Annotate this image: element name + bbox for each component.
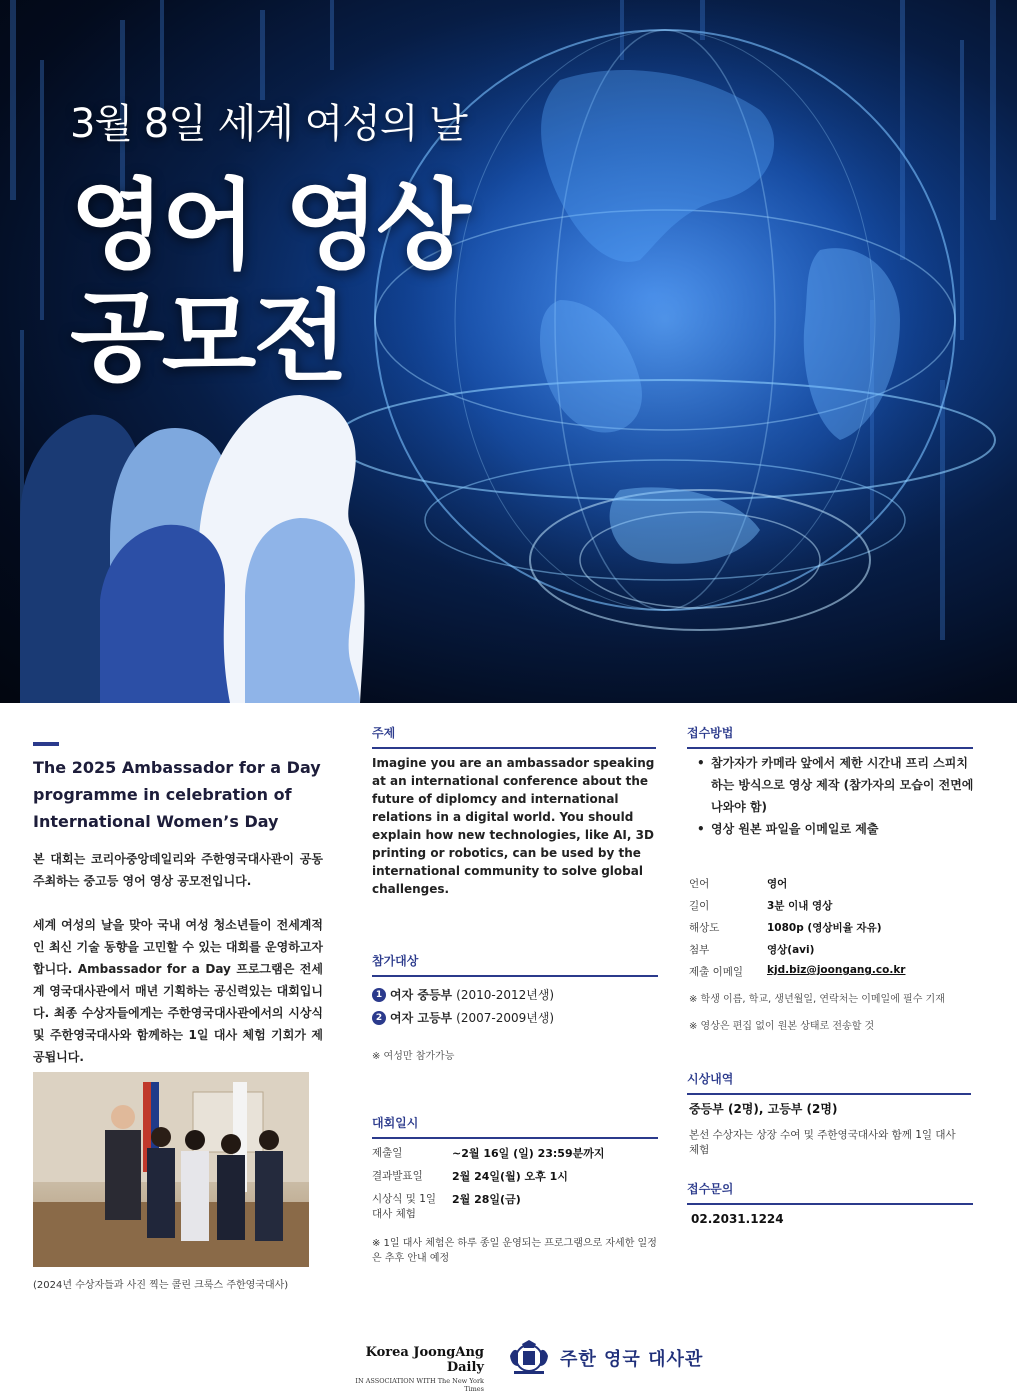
spec-key: 해상도 (689, 922, 720, 934)
award-photo (33, 1072, 309, 1267)
spec-value: 영어 (767, 878, 788, 890)
schedule-key: 결과발표일 (372, 1170, 423, 1182)
kjd-logo-sub: IN ASSOCIATION WITH The New York Times (355, 1377, 484, 1393)
prize-main: 중등부 (2명), 고등부 (2명) (689, 1102, 838, 1116)
spec-note: ※ 영상은 편집 없이 원본 상태로 전송할 것 (689, 1021, 875, 1032)
intro-paragraph-2: 세계 여성의 날을 맞아 국내 여성 청소년들이 전세계적인 최신 기술 동향을 고민할 수 있는 대회를 운영하고자 합니다. Ambassador for a Day 프로그램은 전세계 영국대사관에서 매년 기획하는 공신력있는 대회입니다. 최종 수상자들에게는 주한영국대사관에서의 시상식 및 주한영국대사와 함께하는 1일 대사 체험 기회가 제공됩니다. (33, 918, 323, 1064)
participants-heading: 참가대상 (372, 952, 658, 977)
accent-bar (33, 742, 59, 746)
schedule-value: ~2월 16일 (일) 23:59분까지 (452, 1147, 605, 1160)
contact-heading: 접수문의 (687, 1180, 973, 1205)
schedule-heading: 대회일시 (372, 1114, 658, 1139)
prize-heading: 시상내역 (687, 1070, 971, 1095)
method-heading: 접수방법 (687, 724, 973, 749)
intro-paragraph-1: 본 대회는 코리아중앙데일리와 주한영국대사관이 공동 주최하는 중고등 영어 영상 공모전입니다. (33, 852, 323, 888)
email-link[interactable]: kjd.biz@joongang.co.kr (767, 964, 906, 976)
spec-value: 영상(avi) (767, 944, 815, 956)
participant-years: (2010-2012년생) (456, 988, 555, 1002)
schedule-key: 제출일 (372, 1147, 403, 1159)
prize-description: 본선 수상자는 상장 수여 및 주한영국대사와 함께 1일 대사 체험 (689, 1129, 956, 1156)
royal-crest-icon (506, 1338, 552, 1376)
schedule-value: 2월 24일(월) 오후 1시 (452, 1170, 568, 1183)
spec-key: 언어 (689, 878, 710, 890)
intro-title: The 2025 Ambassador for a Day programme in celebration of International Women’s Day (33, 758, 321, 831)
participant-years: (2007-2009년생) (456, 1011, 555, 1025)
kjd-logo (350, 1345, 484, 1393)
number-badge: 2 (372, 1011, 386, 1025)
kjd-logo-name: Korea JoongAng Daily (365, 1345, 484, 1375)
embassy-name: 주한 영국 대사관 (560, 1349, 704, 1370)
spec-key: 첨부 (689, 944, 710, 956)
schedule-note: ※ 1일 대사 체험은 하루 종일 운영되는 프로그램으로 자세한 일정은 추후 안내 예정 (372, 1238, 657, 1264)
photo-caption: (2024년 수상자들과 사진 찍는 콜린 크룩스 주한영국대사) (33, 1280, 289, 1291)
contact-phone: 02.2031.1224 (691, 1212, 784, 1226)
schedule-value: 2월 28일(금) (452, 1193, 521, 1206)
participant-item (372, 1009, 554, 1026)
spec-key: 제출 이메일 (689, 966, 744, 978)
spec-value: 3분 이내 영상 (767, 900, 833, 912)
hero-subtitle: 3월 8일 세계 여성의 날 (70, 101, 467, 147)
participants-note: ※ 여성만 참가가능 (372, 1051, 455, 1062)
hero-title-line2: 공모전 (70, 281, 346, 395)
schedule-key: 시상식 및 1일 대사 체험 (372, 1193, 437, 1220)
participant-label: 여자 고등부 (390, 1011, 453, 1025)
participant-item (372, 986, 554, 1003)
hero-title-line1: 영어 영상 (70, 169, 468, 283)
method-item: • 참가자가 카메라 앞에서 제한 시간내 프리 스피치 하는 방식으로 영상 제작 (참가자의 모습이 전면에 나와야 함) (697, 752, 977, 818)
theme-text: Imagine you are an ambassador speaking at an international conference about the future of diplomcy and international relations in a digital world. You should explain how new technologies, like AI, 3D printing or robotics, can be used by the international community to solve global challenges. (372, 756, 655, 896)
spec-value: 1080p (영상비율 자유) (767, 922, 882, 934)
method-item: • 영상 원본 파일을 이메일로 제출 (697, 818, 977, 840)
method-list (697, 752, 977, 840)
spec-note: ※ 학생 이름, 학교, 생년월일, 연락처는 이메일에 필수 기재 (689, 994, 945, 1005)
number-badge: 1 (372, 988, 386, 1002)
theme-heading: 주제 (372, 724, 656, 749)
award-photo-illustration (33, 1072, 309, 1267)
spec-key: 길이 (689, 900, 710, 912)
participant-label: 여자 중등부 (390, 988, 453, 1002)
